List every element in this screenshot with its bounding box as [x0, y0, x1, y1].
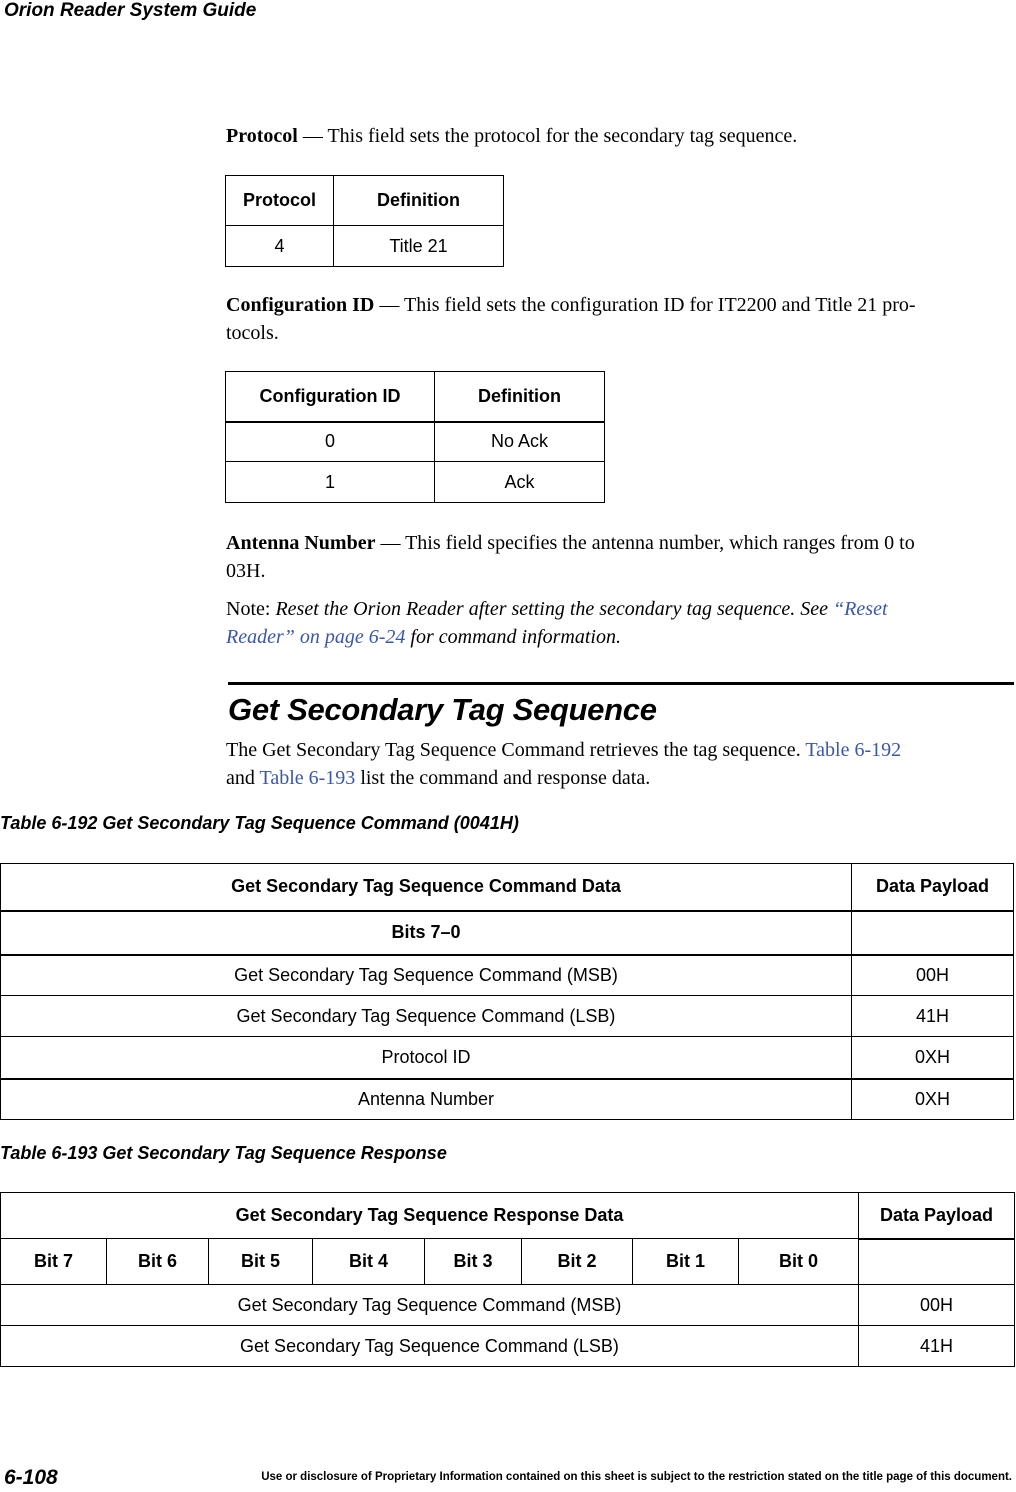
payload-cell: 00H: [852, 955, 1014, 996]
bit-6-header: Bit 6: [107, 1239, 209, 1285]
config-col-header: Configuration ID: [226, 372, 435, 422]
empty-cell: [852, 911, 1014, 955]
bit-5-header: Bit 5: [209, 1239, 313, 1285]
table-192: [0, 863, 1014, 1120]
antenna-desc: — This field specifies the antenna number, which ranges from 0 to: [375, 532, 915, 554]
note-link[interactable]: “Reset: [833, 598, 888, 620]
table-193-caption: Table 6-193 Get Secondary Tag Sequence Response: [0, 1143, 447, 1163]
section-title: Get Secondary Tag Sequence: [228, 692, 657, 727]
bit-0-header: Bit 0: [739, 1239, 859, 1285]
command-cell: Protocol ID: [1, 1037, 852, 1079]
bit-7-header: Bit 7: [1, 1239, 107, 1285]
config-paragraph: [226, 291, 916, 347]
bit-1-header: Bit 1: [633, 1239, 739, 1285]
table-192-caption: Table 6-192 Get Secondary Tag Sequence Command (0041H): [0, 813, 519, 833]
config-term: Configuration ID: [226, 294, 375, 316]
protocol-table: [225, 175, 504, 267]
config-desc: — This field sets the configuration ID for IT2200 and Title 21 pro-: [374, 294, 916, 316]
payload-cell: 41H: [859, 1326, 1015, 1367]
note-link-cont[interactable]: Reader” on page 6-24: [226, 626, 406, 648]
payload-cell: 0XH: [852, 1037, 1014, 1079]
response-cell: Get Secondary Tag Sequence Command (LSB): [1, 1326, 859, 1367]
table-row: [226, 226, 504, 267]
definition-cell: Title 21: [334, 226, 504, 267]
definition-col-header: Definition: [435, 372, 605, 422]
antenna-paragraph: [226, 529, 915, 585]
data-payload-header: Data Payload: [859, 1193, 1015, 1239]
table-row: [1, 996, 1014, 1037]
table-row: [226, 462, 605, 503]
command-cell: Antenna Number: [1, 1079, 852, 1120]
bit-4-header: Bit 4: [313, 1239, 425, 1285]
response-data-header: Get Secondary Tag Sequence Response Data: [1, 1193, 859, 1239]
config-desc-line2: tocols.: [226, 322, 279, 344]
intro-and: and: [226, 767, 260, 789]
note: [226, 595, 1016, 651]
command-cell: Get Secondary Tag Sequence Command (LSB): [1, 996, 852, 1037]
definition-col-header: Definition: [334, 176, 504, 226]
protocol-desc: — This field sets the protocol for the secondary tag sequence.: [297, 125, 798, 147]
intro-text-end: list the command and response data.: [355, 767, 651, 789]
payload-cell: 41H: [852, 996, 1014, 1037]
protocol-cell: 4: [226, 226, 334, 267]
protocol-paragraph: [226, 122, 797, 150]
config-table: [225, 371, 605, 503]
intro-text: The Get Secondary Tag Sequence Command retrieves the tag sequence.: [226, 739, 806, 761]
definition-cell: Ack: [435, 462, 605, 503]
table-row: [1, 955, 1014, 996]
config-cell: 1: [226, 462, 435, 503]
bits-subheader: Bits 7–0: [1, 911, 852, 955]
protocol-term: Protocol: [226, 125, 298, 147]
empty-cell: [859, 1239, 1015, 1285]
table-row: [1, 1037, 1014, 1079]
bit-3-header: Bit 3: [425, 1239, 522, 1285]
note-text: Reset the Orion Reader after setting the secondary tag sequence. See: [275, 598, 834, 620]
payload-cell: 00H: [859, 1285, 1015, 1326]
proprietary-notice: Use or disclosure of Proprietary Information contained on this sheet is subject to the restriction stated on the title page of this document.: [261, 1471, 1012, 1483]
command-cell: Get Secondary Tag Sequence Command (MSB): [1, 955, 852, 996]
response-cell: Get Secondary Tag Sequence Command (MSB): [1, 1285, 859, 1326]
page-number: 6-108: [4, 1466, 58, 1489]
table-row: [226, 422, 605, 462]
section-rule: [228, 682, 1014, 685]
data-payload-header: Data Payload: [852, 864, 1014, 911]
definition-cell: No Ack: [435, 422, 605, 462]
table-193-link[interactable]: Table 6-193: [259, 767, 356, 789]
bit-2-header: Bit 2: [522, 1239, 633, 1285]
protocol-col-header: Protocol: [226, 176, 334, 226]
table-row: [1, 1326, 1015, 1367]
antenna-term: Antenna Number: [226, 532, 376, 554]
payload-cell: 0XH: [852, 1079, 1014, 1120]
running-header: Orion Reader System Guide: [4, 0, 257, 21]
table-row: [1, 1079, 1014, 1120]
command-data-header: Get Secondary Tag Sequence Command Data: [1, 864, 852, 911]
config-cell: 0: [226, 422, 435, 462]
table-192-link[interactable]: Table 6-192: [805, 739, 902, 761]
table-row: [1, 1285, 1015, 1326]
antenna-desc-line2: 03H.: [226, 560, 266, 582]
note-text-end: for command information.: [405, 626, 621, 648]
table-193: [0, 1192, 1015, 1367]
note-prefix: Note:: [226, 598, 276, 620]
section-intro: [226, 736, 901, 792]
